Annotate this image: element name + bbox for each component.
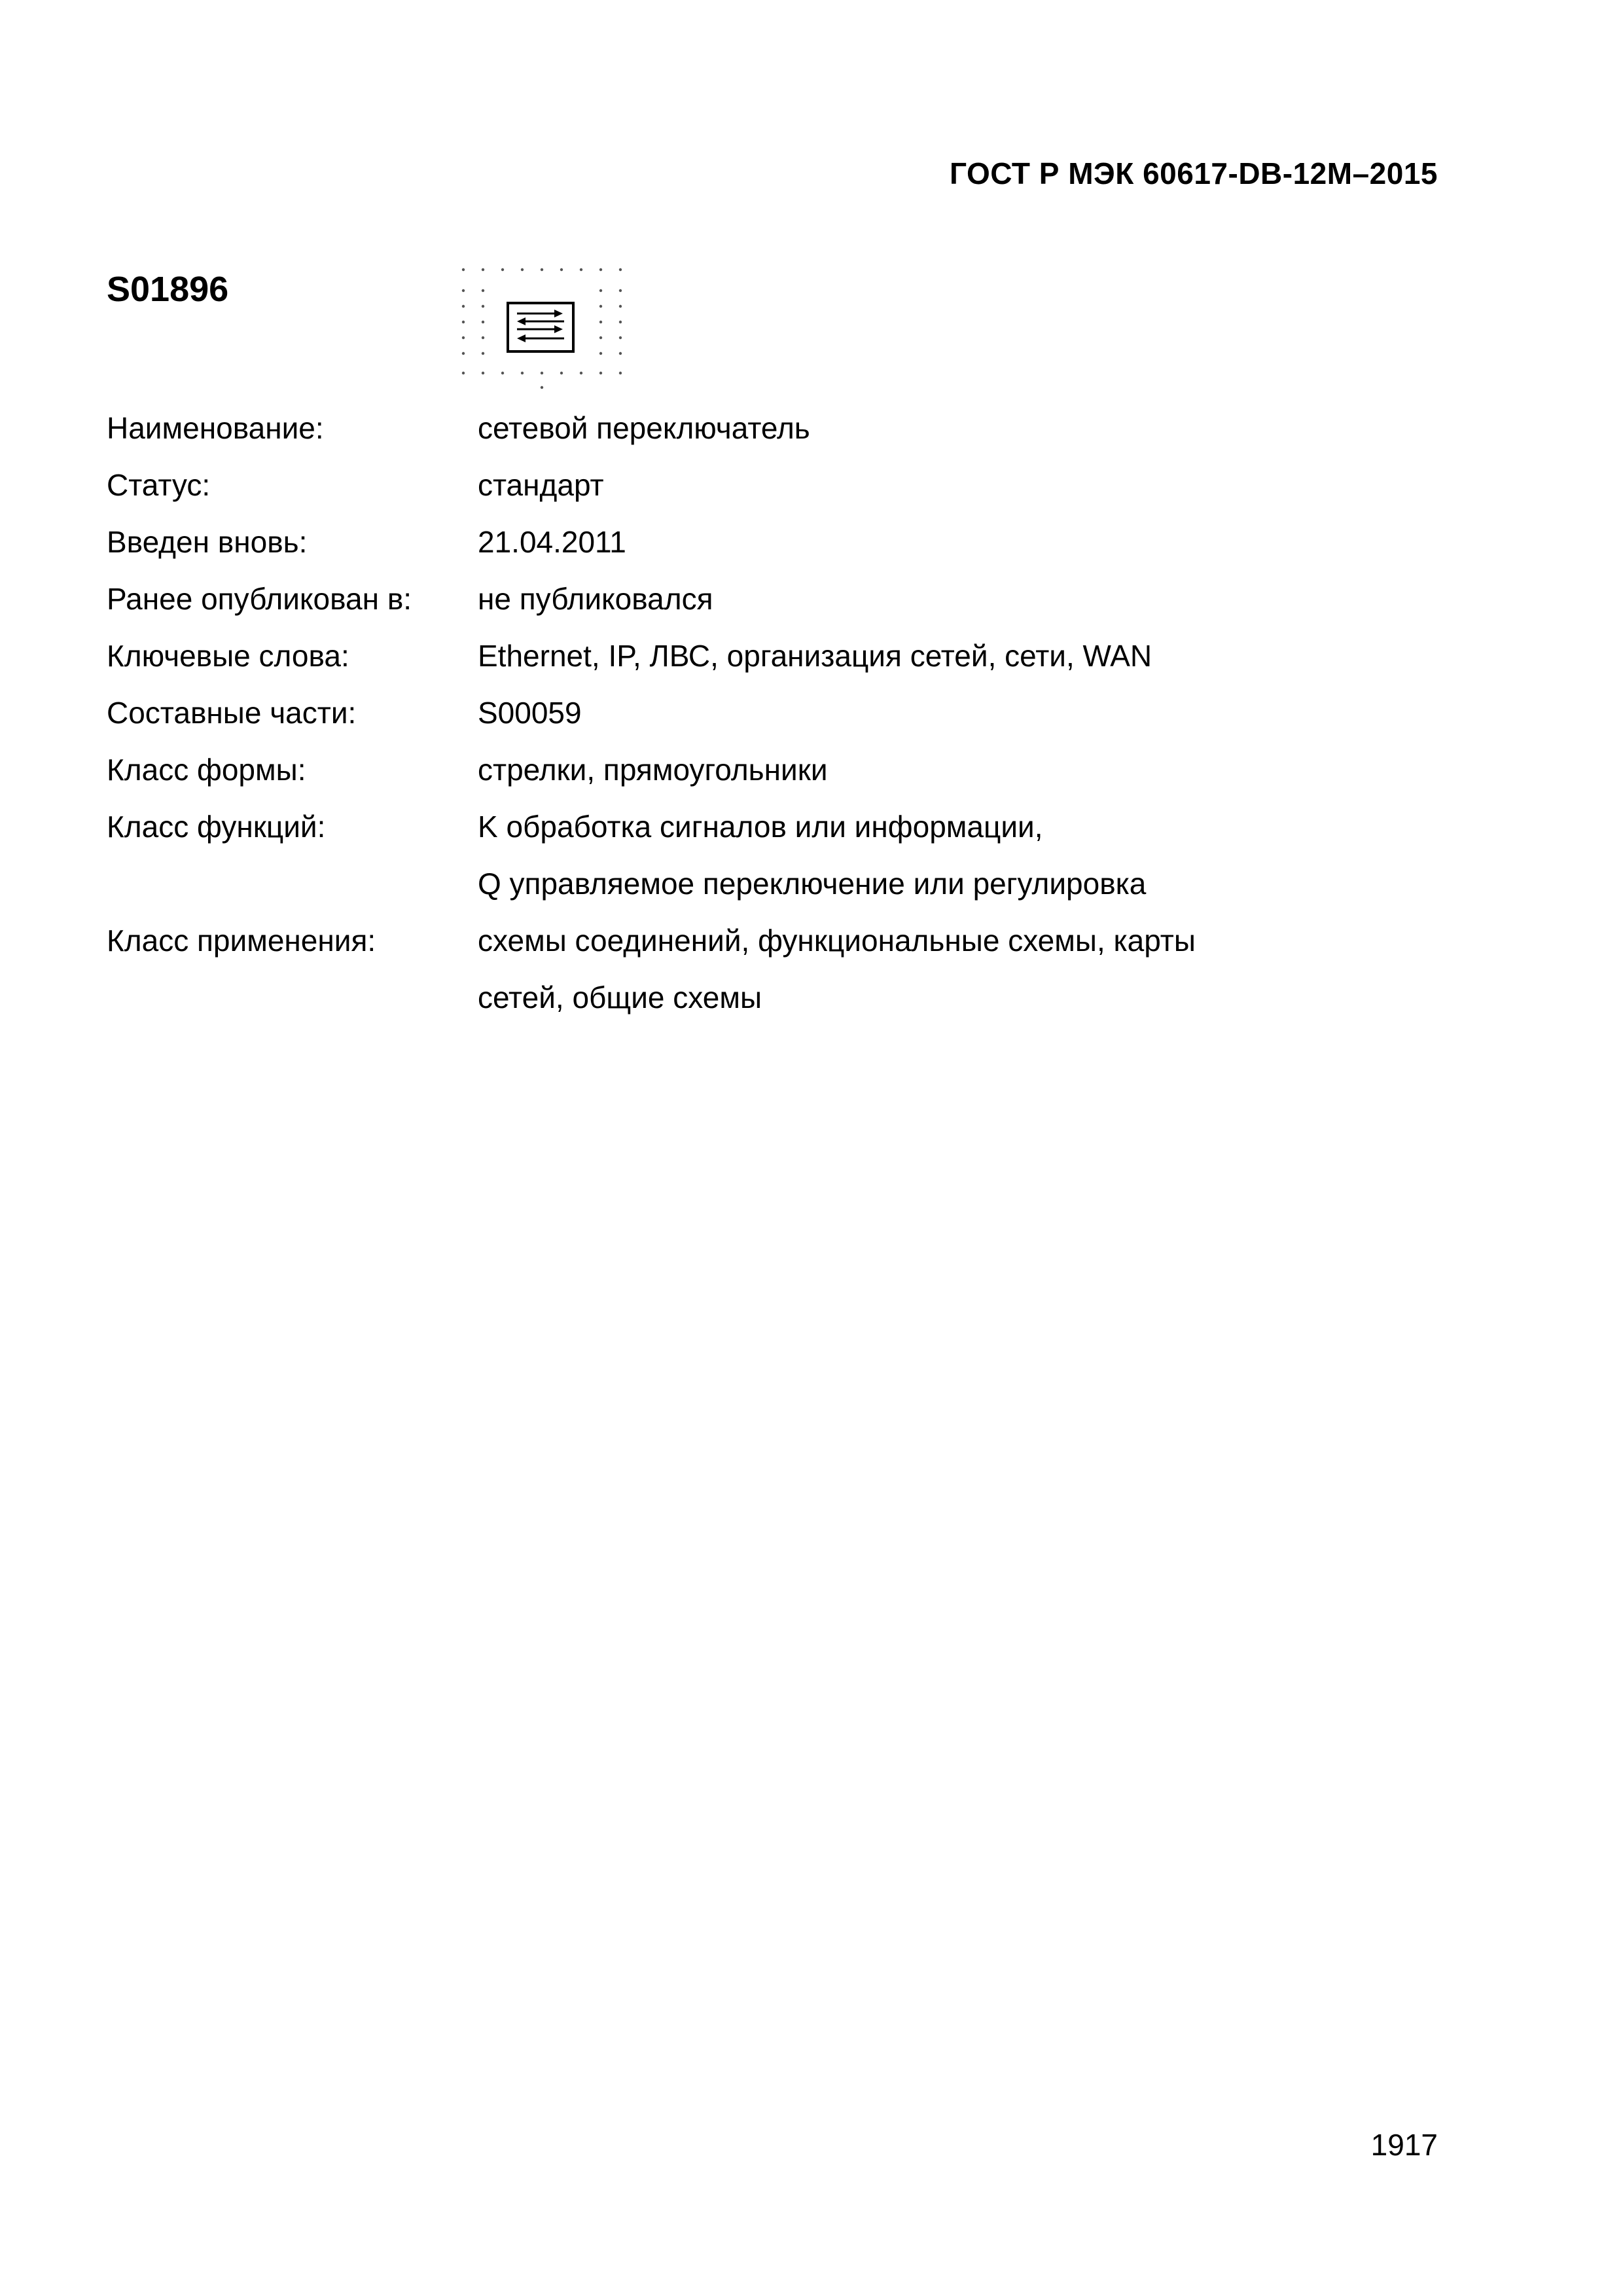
grid-dot: [619, 289, 622, 292]
grid-dot: [462, 321, 465, 323]
grid-dot: [619, 268, 622, 271]
grid-dot: [599, 372, 602, 374]
grid-dot: [462, 305, 465, 308]
grid-dot: [462, 289, 465, 292]
field-label: Класс функций:: [107, 810, 326, 844]
grid-dot: [599, 336, 602, 339]
symbol-id: S01896: [107, 270, 229, 309]
grid-dot: [482, 336, 484, 339]
standard-header: ГОСТ Р МЭК 60617-DB-12M–2015: [950, 156, 1438, 190]
field-label: Наименование:: [107, 411, 324, 445]
grid-dot: [541, 268, 543, 271]
switch-symbol: [508, 303, 573, 351]
field-value: Q управляемое переключение или регулировка: [478, 867, 1147, 901]
field-label: Ранее опубликован в:: [107, 582, 412, 616]
grid-dot: [541, 372, 543, 374]
field-value: K обработка сигналов или информации,: [478, 810, 1043, 844]
grid-dot: [521, 372, 524, 374]
grid-dot: [560, 372, 563, 374]
grid-dot: [462, 372, 465, 374]
field-label: Класс формы:: [107, 753, 306, 787]
field-value: стрелки, прямоугольники: [478, 753, 828, 787]
grid-dot: [501, 372, 504, 374]
field-value: стандарт: [478, 468, 604, 502]
grid-dot: [580, 268, 582, 271]
field-value: не публиковался: [478, 582, 713, 616]
grid-dot: [619, 352, 622, 355]
grid-dot: [560, 268, 563, 271]
grid-dot: [599, 352, 602, 355]
grid-dot: [599, 289, 602, 292]
grid-dot: [482, 372, 484, 374]
grid-dot: [482, 305, 484, 308]
grid-dot: [521, 268, 524, 271]
grid-dot: [599, 268, 602, 271]
field-value: S00059: [478, 696, 582, 730]
grid-dot: [619, 305, 622, 308]
grid-dot: [619, 372, 622, 374]
field-label: Ключевые слова:: [107, 639, 349, 673]
grid-dot: [482, 268, 484, 271]
grid-dot: [462, 268, 465, 271]
field-label: Введен вновь:: [107, 525, 308, 559]
grid-dot: [541, 386, 543, 389]
field-label: Составные части:: [107, 696, 357, 730]
network-switch-icon: [452, 262, 628, 393]
field-value: сетей, общие схемы: [478, 980, 762, 1014]
grid-dot: [501, 268, 504, 271]
grid-dot: [462, 336, 465, 339]
field-value: 21.04.2011: [478, 525, 626, 559]
grid-dot: [482, 289, 484, 292]
grid-dot: [580, 372, 582, 374]
grid-dot: [619, 336, 622, 339]
grid-dot: [599, 321, 602, 323]
grid-dot: [482, 321, 484, 323]
field-label: Класс применения:: [107, 924, 376, 958]
grid-dot: [482, 352, 484, 355]
field-value: схемы соединений, функциональные схемы, карты: [478, 924, 1196, 958]
grid-dot: [599, 305, 602, 308]
grid-dot: [619, 321, 622, 323]
grid-dot: [462, 352, 465, 355]
field-value: Ethernet, IP, ЛВС, организация сетей, сети, WAN: [478, 639, 1152, 673]
field-value: сетевой переключатель: [478, 411, 810, 445]
page-number: 1917: [1370, 2128, 1438, 2162]
field-label: Статус:: [107, 468, 211, 502]
